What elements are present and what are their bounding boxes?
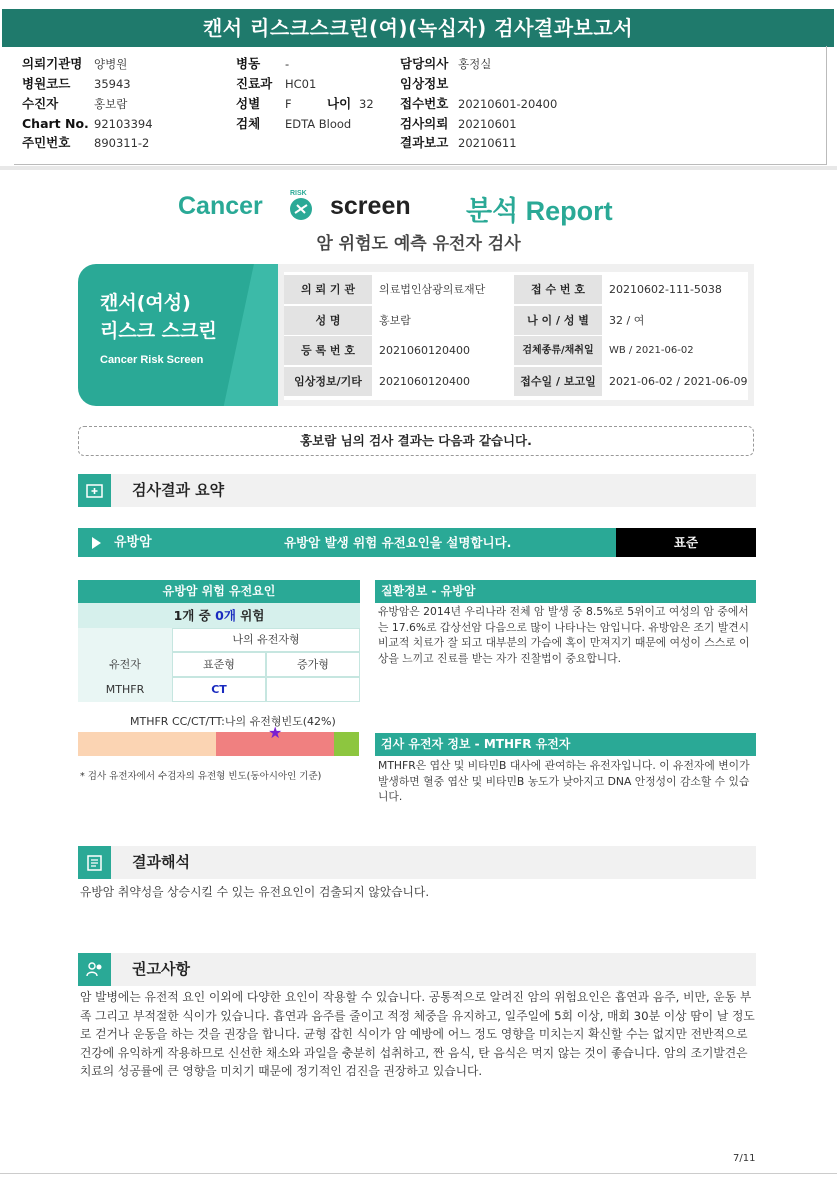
- info-specimen: 검체 EDTA Blood: [236, 116, 352, 131]
- section-interpretation: 결과해석: [78, 846, 756, 879]
- brand-report: 분석 Report: [466, 196, 613, 226]
- risk-status-badge: 표준: [616, 528, 756, 557]
- recommendation-text: 암 발병에는 유전적 요인 이외에 다양한 요인이 작용할 수 있습니다. 공통적으로 알려진 암의 위험요인은 흡연과 음주, 비만, 운동 부족 그리고 부적절한 식이가 있습니다. 흡연과 음주를 줄이고 적정 체중을 유지하고, 일주일에 5회 이상, 매회 30분 이상 땀이 날 정도로 걷거나 운동을 하는 것을 권장을 합니다. 균형 잡힌 식이가 암 예방에 어느 정도 영향을 미치는지 확신할 수는 없지만 전반적으로 건강에 유익하게 작용하므로 신선한 채소와 과일을 충분히 섭취하고, 짠 음식, 탄 음식은 먹지 않는 것이 좋습니다. 암의 조기발견은 치료의 성공률에 큰 영향을 미치기 때문에 정기적인 검진을 권장하고 있습니다.: [80, 990, 755, 1078]
- cancer-row: [78, 528, 756, 557]
- gene-risk-table: 유방암 위험 유전요인 1개 중 0개 위험 나의 유전자형 유전자 표준형 증가형 MTHFR CT: [78, 580, 360, 702]
- info-clinical: 임상정보: [400, 76, 449, 91]
- risk-summary: 1개 중 0개 위험: [78, 603, 360, 628]
- info-border-bottom: [14, 164, 827, 165]
- disease-info-text: 유방암은 2014년 우리나라 전체 암 발생 중 8.5%로 5위이고 여성의 암 중에서는 17.6%로 갑상선암 다음으로 많이 나타나는 암입니다. 유방암은 조기 발견시 비교적 치료가 잘 되고 대부분의 가슴에 혹이 만져지기 때문에 여성이 스스로 이상을 느끼고 진료를 받는 자가 진찰법이 중요합니다.: [378, 605, 750, 665]
- card-title-en: Cancer Risk Screen: [100, 354, 204, 366]
- gene-info-text: MTHFR은 엽산 및 비타민B 대사에 관여하는 유전자입니다. 이 유전자에 변이가 발생하면 혈중 엽산 및 비타민B 농도가 낮아지고 DNA 안정성이 감소할 수 있습니다.: [378, 759, 750, 804]
- page-bottom-border: [0, 1173, 837, 1174]
- frequency-label: MTHFR CC/CT/TT:나의 유전형빈도(42%): [130, 715, 336, 728]
- disease-info-title: 질환정보 - 유방암: [375, 580, 756, 603]
- info-chart-no: Chart No. 92103394: [22, 116, 153, 131]
- page-separator: [0, 166, 837, 170]
- frequency-bar: [78, 732, 360, 756]
- card-title-1: 캔서(여성): [100, 292, 191, 314]
- info-resident-no: 주민번호 890311-2: [22, 135, 150, 150]
- section-summary: 검사결과 요약: [78, 474, 756, 507]
- info-sex: 성별 F: [236, 96, 292, 111]
- info-ward: 병동 -: [236, 56, 290, 71]
- meta-row: 임상정보/기타 2021060120400 접수일 / 보고일 2021-06-02 / 2021-06-09: [284, 367, 748, 396]
- greeting-box: 홍보람 님의 검사 결과는 다음과 같습니다.: [78, 426, 754, 456]
- brand-screen: screen: [330, 192, 411, 220]
- frequency-note: * 검사 유전자에서 수검자의 유전형 빈도(동아시아인 기준): [80, 771, 322, 782]
- section-recommendation: 권고사항: [78, 953, 756, 986]
- page-number: 7/11: [733, 1153, 756, 1164]
- meta-table: [284, 272, 748, 400]
- gene-info-title: 검사 유전자 정보 - MTHFR 유전자: [375, 733, 756, 756]
- info-doctor: 담당의사 홍정실: [400, 56, 492, 71]
- card-stripe: [220, 264, 278, 406]
- gene-table-body: 나의 유전자형 유전자 표준형 증가형 MTHFR CT: [78, 628, 360, 702]
- brand-cancer: Cancer: [178, 192, 263, 220]
- info-age: 나이 32: [327, 96, 374, 111]
- play-icon: [92, 537, 101, 549]
- report-title: 캔서 리스크스크린(여)(녹십자) 검사결과보고서: [2, 9, 834, 47]
- frequency-segment-tt: [334, 732, 359, 756]
- cancer-row-main: 유방암 유방암 발생 위험 유전요인을 설명합니다.: [78, 528, 616, 557]
- meta-row: 의 뢰 기 관 의료법인삼광의료재단 접 수 번 호 20210602-111-5038: [284, 275, 748, 304]
- brand-logo: [178, 188, 678, 228]
- test-card: [78, 264, 278, 406]
- meta-row: 성 명 홍보람 나 이 / 성 별 32 / 여: [284, 306, 748, 335]
- card-title-2: 리스크 스크린: [100, 320, 217, 342]
- meta-row: 등 록 번 호 2021060120400 검체종류/채취일 WB / 2021-06-02: [284, 336, 748, 365]
- frequency-segment-cc: [78, 732, 216, 756]
- info-request-date: 검사의뢰 20210601: [400, 116, 517, 131]
- medical-folder-icon: [78, 474, 111, 507]
- info-patient: 수진자 홍보람: [22, 96, 128, 111]
- patient-info: [14, 54, 830, 164]
- brand-risk: RISK: [290, 190, 307, 197]
- clipboard-icon: [78, 846, 111, 879]
- interpretation-text: 유방암 취약성을 상승시킬 수 있는 유전요인이 검출되지 않았습니다.: [80, 885, 430, 899]
- doctor-consult-icon: [78, 953, 111, 986]
- info-border-right: [826, 46, 827, 164]
- page-subtitle: 암 위험도 예측 유전자 검사: [316, 234, 521, 254]
- info-hospital: 의뢰기관명 양병원: [22, 56, 128, 71]
- brand-logo-icon: [290, 198, 312, 220]
- info-receipt-no: 접수번호 20210601-20400: [400, 96, 558, 111]
- info-report-date: 결과보고 20210611: [400, 135, 517, 150]
- my-genotype-star-icon: ★: [268, 723, 283, 742]
- info-hospital-code: 병원코드 35943: [22, 76, 131, 91]
- info-department: 진료과 HC01: [236, 76, 317, 91]
